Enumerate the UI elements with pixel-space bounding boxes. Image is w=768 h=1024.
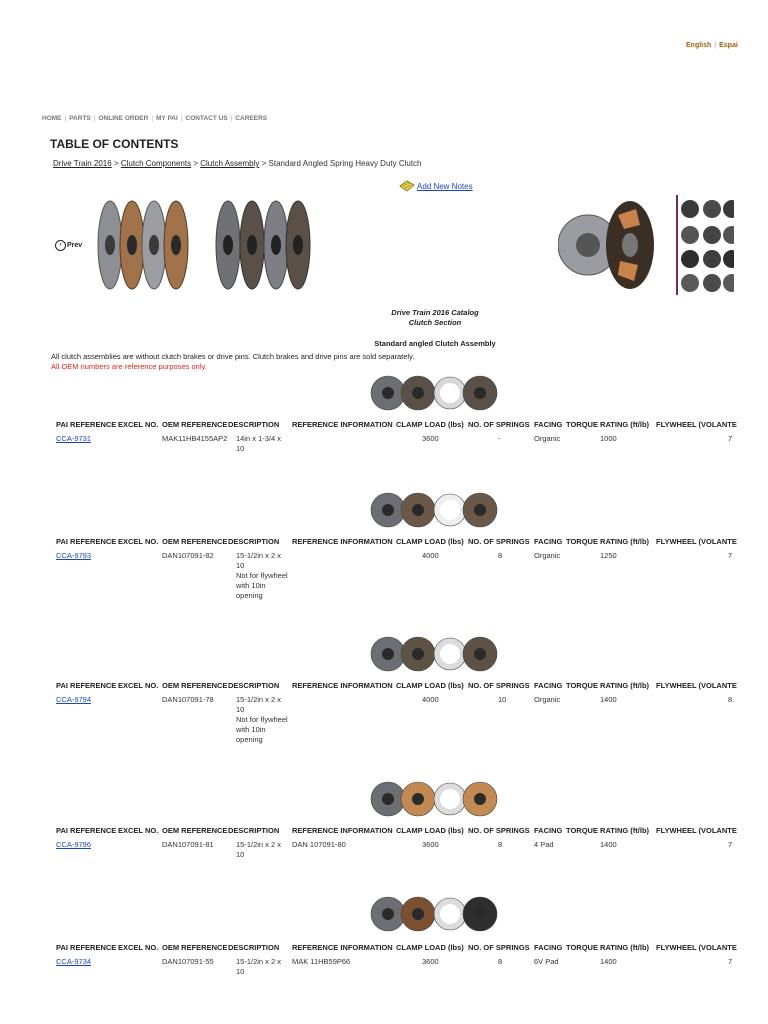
add-new-notes-link[interactable]: Add New Notes (417, 181, 473, 191)
breadcrumb-clutch-components[interactable]: Clutch Components (120, 159, 192, 168)
cell-springs: - (498, 434, 501, 443)
language-switcher: English | Espai (686, 42, 738, 49)
catalog-title (360, 308, 510, 328)
column-header: NO. OF SPRINGS (468, 537, 530, 546)
disc-hub (440, 383, 460, 403)
column-header: CLAMP LOAD (lbs) (396, 420, 464, 429)
note-icon (399, 180, 415, 192)
warning-note: All OEM numbers are reference purposes only. (51, 362, 207, 371)
cell-oem: DAN107091-82 (162, 551, 214, 560)
disc-hub (474, 908, 486, 920)
gallery-image-1[interactable] (96, 195, 196, 295)
column-header: FLYWHEEL (VOLANTE (656, 537, 737, 546)
cell-facing: Organic (534, 434, 561, 443)
cell-flywheel: 8. (728, 695, 735, 704)
cell-flywheel: 7 (728, 434, 733, 443)
cell-flywheel: 7 (728, 551, 733, 560)
cell-pai[interactable] (56, 840, 91, 850)
column-header: REFERENCE INFORMATION (292, 826, 393, 835)
pai-reference-link[interactable]: CCA-9793 (56, 551, 92, 560)
column-header: DESCRIPTION (228, 826, 280, 835)
column-header: FACING (534, 681, 563, 690)
disc-hub (412, 908, 424, 920)
cell-clamp: 4000 (422, 695, 439, 704)
product-image (370, 489, 500, 531)
column-header: DESCRIPTION (228, 943, 280, 952)
cell-oem: DAN107091-78 (162, 695, 214, 704)
column-header: FLYWHEEL (VOLANTE (656, 420, 737, 429)
cell-springs: 8 (498, 957, 503, 966)
cell-springs: 8 (498, 840, 503, 849)
prev-button[interactable] (55, 240, 82, 251)
cell-facing: 6V Pad (534, 957, 559, 966)
disc-hub (440, 789, 460, 809)
gallery-image-3[interactable] (558, 195, 658, 295)
column-header: EXCEL NO. (118, 420, 159, 429)
cell-torque: 1000 (600, 434, 617, 443)
column-header: REFERENCE INFORMATION (292, 943, 393, 952)
cell-clamp: 3600 (422, 434, 439, 443)
cell-torque: 1400 (600, 957, 617, 966)
cell-clamp: 3600 (422, 840, 439, 849)
catalog-line1: Drive Train 2016 Catalog (391, 308, 479, 317)
column-header: FLYWHEEL (VOLANTE (656, 826, 737, 835)
cell-desc: 14in x 1-3/4 x 10 (236, 434, 282, 453)
column-header: NO. OF SPRINGS (468, 826, 530, 835)
column-header: OEM REFERENCE (162, 681, 228, 690)
disc-hub (382, 648, 394, 660)
cell-desc: 15-1/2in x 2 x 10 Not for flywheel with 10in opening (236, 695, 288, 744)
pai-reference-link[interactable]: CCA-9796 (56, 840, 92, 849)
column-header: TORQUE RATING (ft/lb) (566, 681, 650, 690)
cell-springs: 10 (498, 695, 507, 704)
column-header: CLAMP LOAD (lbs) (396, 681, 464, 690)
column-header: EXCEL NO. (118, 943, 159, 952)
breadcrumb-drive-train[interactable]: Drive Train 2016 (53, 159, 112, 168)
cell-flywheel: 7 (728, 840, 733, 849)
lang-english[interactable]: English (686, 42, 712, 49)
disc-hub (474, 793, 486, 805)
disc-hub (474, 387, 486, 399)
cell-facing: Organic (534, 551, 561, 560)
column-header: FACING (534, 420, 563, 429)
catalog-line2: Clutch Section (408, 318, 462, 327)
cell-desc: 15-1/2in x 2 x 10 Not for flywheel with 10in opening (236, 551, 288, 600)
column-header: CLAMP LOAD (lbs) (396, 826, 464, 835)
column-header: PAI REFERENCE (56, 826, 117, 835)
nav-online-order[interactable]: ONLINE ORDER (98, 115, 149, 122)
cell-pai[interactable] (56, 695, 91, 705)
info-note: All clutch assemblies are without clutch brakes or drive pins. Clutch brakes and drive pins are sold separately. (51, 352, 415, 361)
disc-hub (474, 648, 486, 660)
cell-torque: 1400 (600, 840, 617, 849)
disc-hub (440, 644, 460, 664)
column-header: FLYWHEEL (VOLANTE (656, 681, 737, 690)
breadcrumb-current: Standard Angled Spring Heavy Duty Clutch (268, 159, 422, 168)
product-image (370, 372, 500, 414)
disc-hub (382, 793, 394, 805)
cell-springs: 8 (498, 551, 503, 560)
nav-home[interactable]: HOME (42, 115, 62, 122)
cell-clamp: 3600 (422, 957, 439, 966)
disc-hub (382, 504, 394, 516)
disc-hub (474, 504, 486, 516)
column-header: OEM REFERENCE (162, 420, 228, 429)
disc-hub (412, 648, 424, 660)
nav-careers[interactable]: CAREERS (235, 115, 268, 122)
nav-my-pai[interactable]: MY PAI (156, 115, 178, 122)
add-notes (399, 180, 473, 192)
cell-pai[interactable] (56, 551, 91, 561)
column-header: REFERENCE INFORMATION (292, 420, 393, 429)
cell-desc: 15-1/2in x 2 x 10 (236, 957, 282, 976)
cell-desc: 15-1/2in x 2 x 10 (236, 840, 282, 859)
column-header: TORQUE RATING (ft/lb) (566, 537, 650, 546)
top-nav: HOME | PARTS | ONLINE ORDER | MY PAI | CONTACT US | CAREERS (42, 115, 268, 122)
cell-pai[interactable] (56, 434, 91, 444)
catalog-subtitle: Standard angled Clutch Assembly (374, 339, 496, 348)
column-header: EXCEL NO. (118, 537, 159, 546)
cell-torque: 1250 (600, 551, 617, 560)
disc-hub (382, 387, 394, 399)
column-header: EXCEL NO. (118, 826, 159, 835)
cell-clamp: 4000 (422, 551, 439, 560)
cell-pai[interactable] (56, 957, 91, 967)
nav-contact-us[interactable]: CONTACT US (185, 115, 228, 122)
column-header: PAI REFERENCE (56, 420, 117, 429)
breadcrumb: Drive Train 2016 > Clutch Components > Clutch Assembly > Standard Angled Spring Heavy Duty Clutch (53, 159, 422, 168)
cell-oem: DAN107091-81 (162, 840, 214, 849)
column-header: OEM REFERENCE (162, 826, 228, 835)
product-image (370, 633, 500, 675)
column-header: PAI REFERENCE (56, 943, 117, 952)
column-header: CLAMP LOAD (lbs) (396, 537, 464, 546)
cell-oem: MAK11HB4155AP2 (162, 434, 228, 443)
column-header: TORQUE RATING (ft/lb) (566, 826, 650, 835)
disc-hub (412, 793, 424, 805)
disc-hub (412, 504, 424, 516)
column-header: REFERENCE INFORMATION (292, 537, 393, 546)
cell-facing: Organic (534, 695, 561, 704)
column-header: PAI REFERENCE (56, 681, 117, 690)
column-header: FACING (534, 826, 563, 835)
product-image (370, 893, 500, 935)
prev-label: Prev (67, 242, 83, 249)
gallery-image-2[interactable] (214, 195, 314, 295)
cell-facing: 4 Pad (534, 840, 554, 849)
lang-espanol[interactable]: Espai (719, 42, 738, 49)
column-header: FACING (534, 537, 563, 546)
gallery-image-4[interactable] (676, 195, 734, 295)
column-header: DESCRIPTION (228, 420, 280, 429)
disc-hub (382, 908, 394, 920)
column-header: OEM REFERENCE (162, 943, 228, 952)
cell-torque: 1400 (600, 695, 617, 704)
column-header: REFERENCE INFORMATION (292, 681, 393, 690)
cell-ref: DAN 107091-80 (292, 840, 346, 849)
nav-parts[interactable]: PARTS (69, 115, 91, 122)
cell-flywheel: 7 (728, 957, 733, 966)
cell-oem: DAN107091-55 (162, 957, 214, 966)
disc-hub (412, 387, 424, 399)
disc-hub (440, 904, 460, 924)
column-header: FACING (534, 943, 563, 952)
column-header: NO. OF SPRINGS (468, 943, 530, 952)
column-header: CLAMP LOAD (lbs) (396, 943, 464, 952)
column-header: DESCRIPTION (228, 537, 280, 546)
disc-hub (440, 500, 460, 520)
chevron-left-icon: ‹ (55, 240, 66, 251)
cell-ref: MAK 11HB59P66 (292, 957, 351, 966)
column-header: TORQUE RATING (ft/lb) (566, 420, 650, 429)
column-header: EXCEL NO. (118, 681, 159, 690)
pai-reference-link[interactable]: CCA-9734 (56, 957, 92, 966)
column-header: FLYWHEEL (VOLANTE (656, 943, 737, 952)
column-header: TORQUE RATING (ft/lb) (566, 943, 650, 952)
column-header: PAI REFERENCE (56, 537, 117, 546)
product-image (370, 778, 500, 820)
pai-reference-link[interactable]: CCA-9794 (56, 695, 92, 704)
column-header: NO. OF SPRINGS (468, 681, 530, 690)
page-title: TABLE OF CONTENTS (50, 137, 179, 151)
column-header: NO. OF SPRINGS (468, 420, 530, 429)
breadcrumb-clutch-assembly[interactable]: Clutch Assembly (200, 159, 260, 168)
column-header: DESCRIPTION (228, 681, 280, 690)
column-header: OEM REFERENCE (162, 537, 228, 546)
pai-reference-link[interactable]: CCA-9731 (56, 434, 92, 443)
